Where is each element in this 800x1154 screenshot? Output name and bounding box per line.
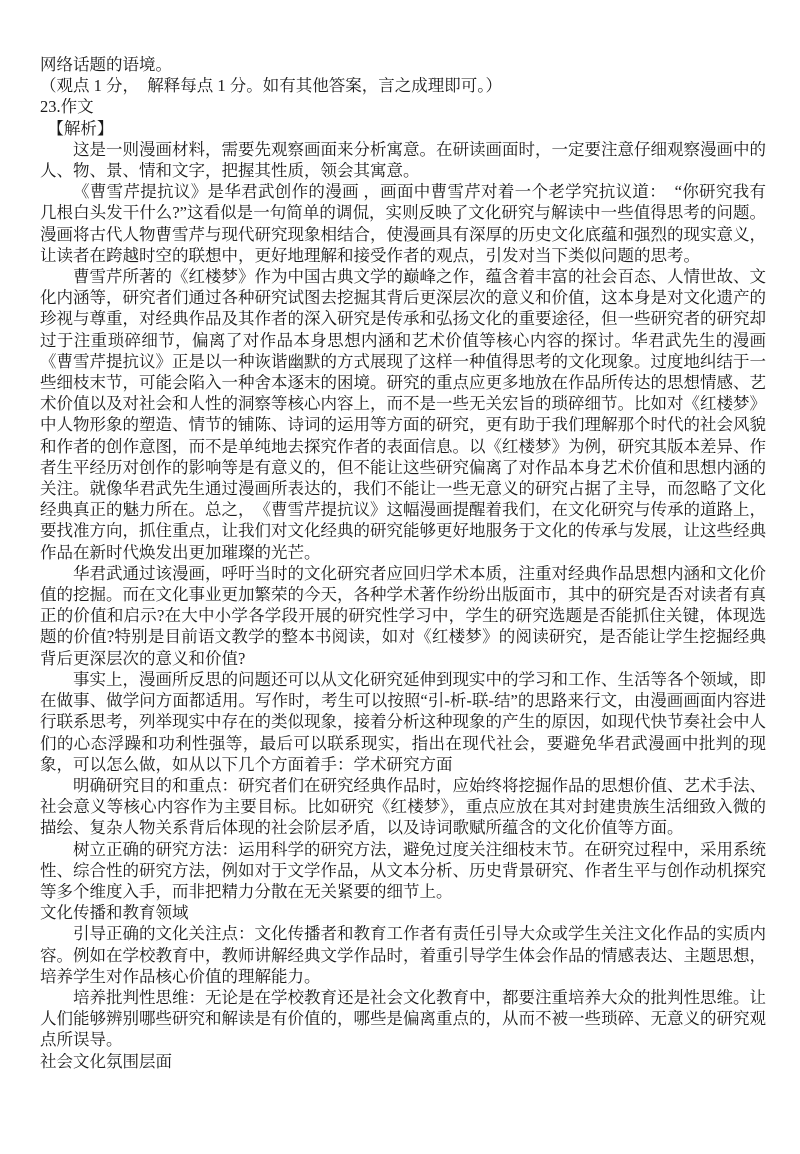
scoring-note: （观点 1 分， 解释每点 1 分。如有其他答案，言之成理即可。） bbox=[40, 76, 502, 96]
analysis-para-culture-focus: 引导正确的文化关注点：文化传播者和教育工作者有责任引导大众或学生关注文化作品的实质内容。例如在学校教育中，教师讲解经典文学作品时，着重引导学生体会作品的情感表达、主题思想，培养学生对作品核心价值的理解能力。 bbox=[40, 924, 766, 986]
analysis-para-research-purpose: 明确研究目的和重点：研究者们在研究经典作品时，应始终将挖掘作品的思想价值、艺术手法、社会意义等核心内容作为主要目标。比如研究《红楼梦》，重点应放在其对封建贵族生活细致入微的描绘、复杂人物关系背后体现的社会阶层矛盾，以及诗词歌赋所蕴含的文化价值等方面。 bbox=[40, 775, 766, 838]
section-heading-social-culture: 社会文化氛围层面 bbox=[40, 1051, 172, 1071]
analysis-para-modern-questions: 华君武通过该漫画，呼吁当时的文化研究者应回归学术本质，注重对经典作品思想内涵和文化价值的挖掘。而在文化事业更加繁荣的今天，各种学术著作纷纷出版面市，其中的研究是否对读者有真正的价值和启示?在大中小学各学段开展的研究性学习中，学生的研究选题是否能抓住关键，体现选题的价值?特别是目前语文教学的整本书阅读，如对《红楼梦》的阅读研究，是否能让学生挖掘经典背后更深层次的意义和价值? bbox=[40, 563, 766, 668]
context-tail-line: 网络话题的语境。 bbox=[40, 55, 172, 74]
question-number-heading: 23.作文 bbox=[40, 97, 94, 117]
analysis-label: 【解析】 bbox=[47, 118, 114, 138]
document-body bbox=[40, 54, 766, 1072]
analysis-para-research-method: 树立正确的研究方法：运用科学的研究方法，避免过度关注细枝末节。在研究过程中，采用系统性、综合性的研究方法，例如对于文学作品，从文本分析、历史背景研究、作者生平与创作动机探究等多个维度入手，而非把精力分散在无关紧要的细节上。 bbox=[40, 839, 766, 901]
analysis-para-overview: 这是一则漫画材料，需要先观察画面来分析寓意。在研读画面时，一定要注意仔细观察漫画中的人、物、景、情和文字，把握其性质，领会其寓意。 bbox=[40, 139, 766, 181]
analysis-para-cartoon-intro: 《曹雪芹提抗议》是华君武创作的漫画 ，画面中曹雪芹对着一个老学究抗议道： “你研究我有几根白头发干什么?”这看似是一句简单的调侃，实则反映了文化研究与解读中一些值得思考的问题。漫画将古代人物曹雪芹与现代研究现象相结合，使漫画具有深厚的历史文化底蕴和强烈的现实意义，让读者在跨越时空的联想中，更好地理解和接受作者的观点，引发对当下类似问题的思考。 bbox=[40, 182, 766, 265]
analysis-para-writing-guidance: 事实上，漫画所反思的问题还可以从文化研究延伸到现实中的学习和工作、生活等各个领域，即在做事、做学问方面都适用。写作时，考生可以按照“引-析-联-结”的思路来行文，由漫画画面内容进行联系思考，列举现实中存在的类似现象，接着分析这种现象的产生的原因，如现代快节奏社会中人们的心态浮躁和功利性强等，最后可以联系现实，指出在现代社会，要避免华君武漫画中批判的现象，可以怎么做，如从以下几个方面着手：学术研究方面 bbox=[40, 669, 766, 774]
analysis-para-critical-thinking: 培养批判性思维：无论是在学校教育还是社会文化教育中，都要注重培养大众的批判性思维。让人们能够辨别哪些研究和解读是有价值的，哪些是偏离重点的，从而不被一些琐碎、无意义的研究观点所误导。 bbox=[40, 987, 766, 1050]
analysis-para-hongloumeng-research: 曹雪芹所著的《红楼梦》作为中国古典文学的巅峰之作，蕴含着丰富的社会百态、人情世故、文化内涵等，研究者们通过各种研究试图去挖掘其背后更深层次的意义和价值，这本身是对文化遗产的珍视与尊重，对经典作品及其作者的深入研究是传承和弘扬文化的重要途径，但一些研究者的研究却过于注重琐碎细节，偏离了对作品本身思想内涵和艺术价值等核心内容的探讨。华君武先生的漫画《曹雪芹提抗议》正是以一种诙谐幽默的方式展现了这样一种值得思考的文化现象。过度地纠结于一些细枝末节，可能会陷入一种舍本逐末的困境。研究的重点应更多地放在作品所传达的思想情感、艺术价值以及对社会和人性的洞察等核心内容上，而不是一些无关宏旨的琐碎细节。比如对《红楼梦》中人物形象的塑造、情节的铺陈、诗词的运用等方面的研究，更有助于我们理解那个时代的社会风貌和作者的创作意图，而不是单纯地去探究作者的表面信息。以《红楼梦》为例，研究其版本差异、作者生平经历对创作的影响等是有意义的，但不能让这些研究偏离了对作品本身艺术价值和思想内涵的关注。就像华君武先生通过漫画所表达的，我们不能让一些无意义的研究占据了主导，而忽略了文化经典真正的魅力所在。总之， 《曹雪芹提抗议》这幅漫画提醒着我们，在文化研究与传承的道路上，要找准方向，抓住重点，让我们对文化经典的研究能够更好地服务于文化的传承与发展，让这些经典作品在新时代焕发出更加璀璨的光芒。 bbox=[40, 267, 766, 562]
section-heading-culture-education: 文化传播和教育领域 bbox=[40, 903, 189, 923]
